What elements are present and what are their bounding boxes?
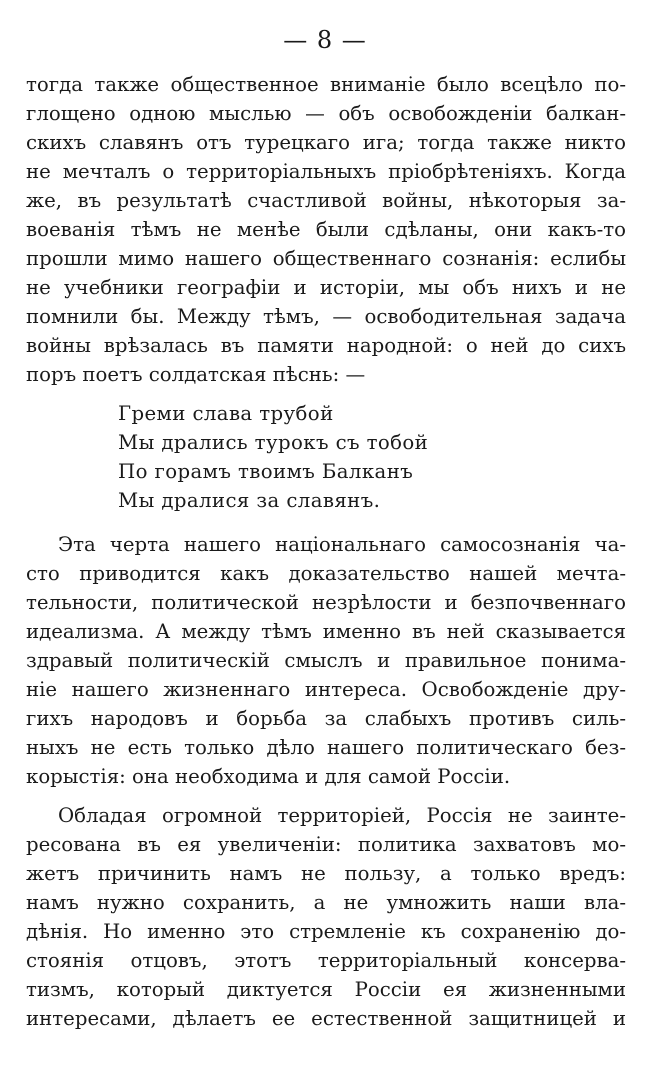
text-line: корыстія: она необходима и для самой Россіи. <box>26 765 511 788</box>
verse-line: Греми слава трубой <box>118 402 334 425</box>
text-line: глощено одною мыслью — объ освобожденіи балкан- <box>26 102 626 125</box>
text-line: тогда также общественное вниманіе было всецѣло по- <box>26 73 626 96</box>
text-line: войны врѣзалась въ памяти народной: о ней до сихъ <box>26 334 626 357</box>
text-line: гихъ народовъ и борьба за слабыхъ противъ силь- <box>26 707 626 730</box>
text-line: помнили бы. Между тѣмъ, — освободительная задача <box>26 305 626 328</box>
verse-line: Мы дрались турокъ съ тобой <box>118 431 429 454</box>
text-line: тельности, политической незрѣлости и безпочвеннаго <box>26 591 626 614</box>
text-line: стоянія отцовъ, этотъ территоріальный консерва- <box>26 949 626 972</box>
text-line: ніе нашего жизненнаго интереса. Освобожденіе дру- <box>26 678 626 701</box>
text-line: намъ нужно сохранить, а не умножить наши вла- <box>26 891 626 914</box>
text-line: здравый политическій смыслъ и правильное понима- <box>26 649 626 672</box>
verse-line: По горамъ твоимъ Балканъ <box>118 460 414 483</box>
text-line: ресована въ ея увеличеніи: политика захватовъ мо- <box>26 833 626 856</box>
text-line: воеванія тѣмъ не менѣе были сдѣланы, они какъ-то <box>26 218 626 241</box>
text-line: Обладая огромной территоріей, Россія не заинте- <box>58 804 626 827</box>
text-line: Эта черта нашего національнаго самосознанія ча- <box>58 533 626 556</box>
text-line: ныхъ не есть только дѣло нашего политическаго без- <box>26 736 626 759</box>
text-line: прошли мимо нашего общественнаго сознанія: еслибы <box>26 247 626 270</box>
text-line: не учебники географіи и исторіи, мы объ нихъ и не <box>26 276 626 299</box>
text-line: интересами, дѣлаетъ ее естественной защитницей и <box>26 1007 626 1030</box>
verse-line: Мы дралися за славянъ. <box>118 489 381 512</box>
text-line: идеализма. А между тѣмъ именно въ ней сказывается <box>26 620 626 643</box>
text-line: сто приводится какъ доказательство нашей мечта- <box>26 562 626 585</box>
text-line: тизмъ, который диктуется Россіи ея жизненными <box>26 978 626 1001</box>
text-line: поръ поетъ солдатская пѣснь: — <box>26 363 366 386</box>
text-line: же, въ результатѣ счастливой войны, нѣкоторыя за- <box>26 189 626 212</box>
text-line: дѣнія. Но именно это стремленіе къ сохраненію до- <box>26 920 626 943</box>
text-line: жетъ причинить намъ не пользу, а только вредъ: <box>26 862 626 885</box>
page-number: — 8 — <box>283 26 367 54</box>
text-line: скихъ славянъ отъ турецкаго ига; тогда также никто <box>26 131 626 154</box>
text-line: не мечталъ о территоріальныхъ пріобрѣтеніяхъ. Когда <box>26 160 626 183</box>
